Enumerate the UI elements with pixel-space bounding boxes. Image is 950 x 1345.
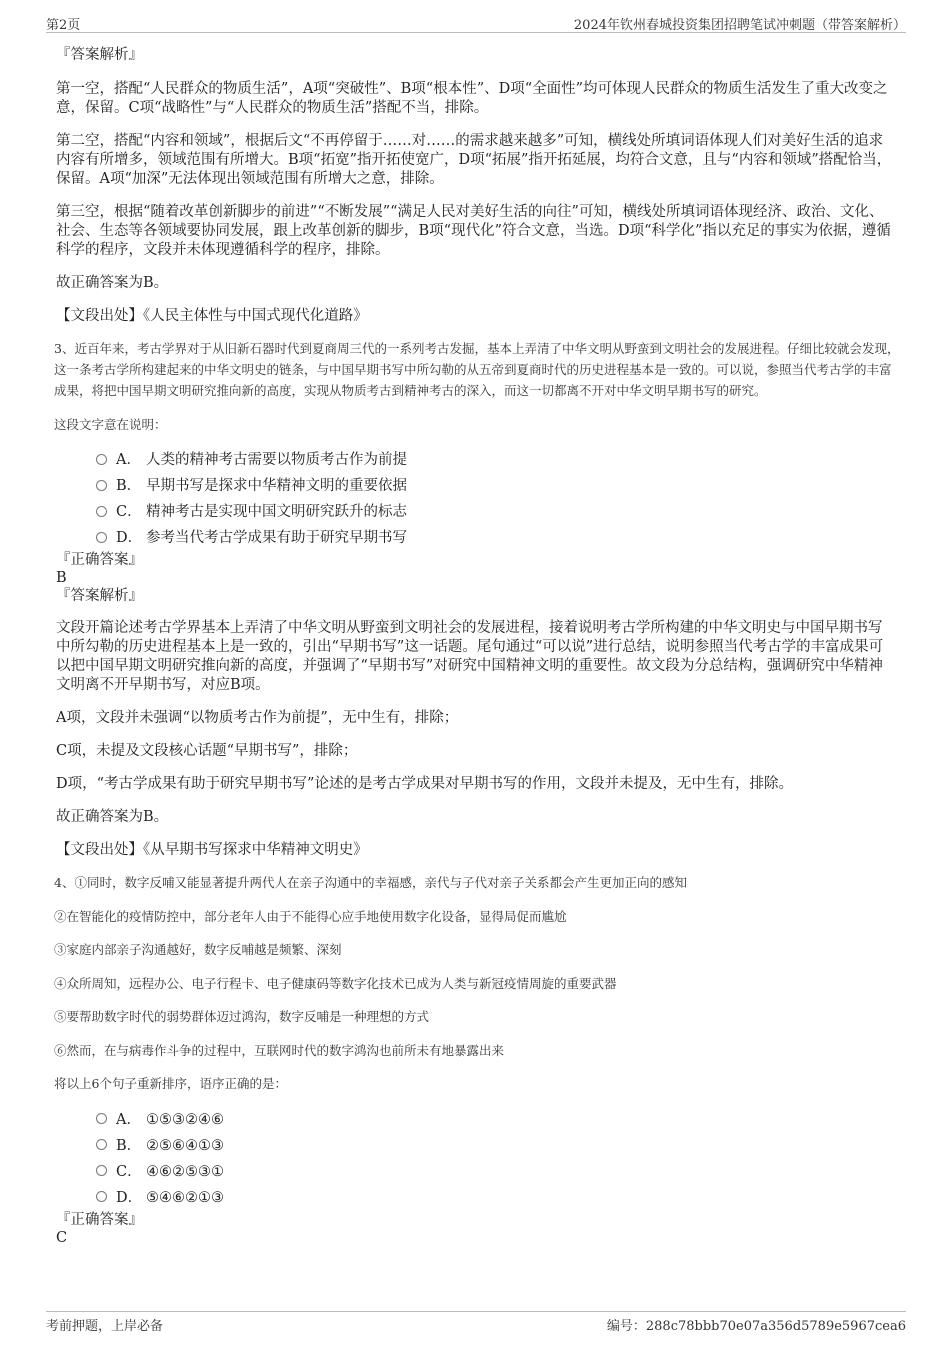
analysis-paragraph: D项，“考古学成果有助于研究早期书写”论述的是考古学成果对早期书写的作用，文段并未提及，无中生有，排除。 <box>56 776 793 792</box>
option-d[interactable]: D． ⑤④⑥②①③ <box>96 1185 906 1211</box>
options-list <box>96 447 906 551</box>
analysis-paragraph: 第三空，根据“随着改革创新脚步的前进”“不断发展”“满足人民对美好生活的向往”可知，横线处所填词语体现经济、政治、文化、社会、生态等各领域要协同发展，跟上改革创新的脚步，B项“现代化”符合文意，当选。D项“科学化”指以充足的事实为依据，遵循科学的程序，文段并未体现遵循科学的程序，排除。 <box>56 204 891 258</box>
document-title: 2024年钦州春城投资集团招聘笔试冲刺题（带答案解析） <box>573 18 906 33</box>
sentence-item: ④众所周知，远程办公、电子行程卡、电子健康码等数字化技术已成为人类与新冠疫情周旋的重要武器 <box>54 975 617 991</box>
radio-icon[interactable] <box>96 1139 107 1150</box>
sentence-item: ②在智能化的疫情防控中，部分老年人由于不能得心应手地使用数字化设备，显得局促而尴尬 <box>54 908 567 924</box>
question-prompt: 这段文字意在说明： <box>54 416 167 432</box>
document-body <box>46 40 906 1247</box>
question-stem: 3、近百年来，考古学界对于从旧新石器时代到夏商周三代的一系列考古发掘，基本上弄清了中华文明从野蛮到文明社会的发展进程。仔细比较就会发现，这一条考古学所构建起来的中华文明史的链条，与中国早期书写中所勾勒的从五帝到夏商时代的历史进程基本是一致的。可以说，参照当代考古学的丰富成果，将把中国早期文明研究推向新的高度，实现从物质考古到精神考古的深入，而这一切都离不开对中华文明早期书写的研究。 <box>54 341 900 398</box>
answer-value: B <box>56 570 67 586</box>
conclusion: 故正确答案为B。 <box>56 809 169 825</box>
analysis-paragraph: C项，未提及文段核心话题“早期书写”，排除； <box>56 743 358 759</box>
source-citation: 【文段出处】《从早期书写探求中华精神文明史》 <box>56 842 368 858</box>
option-a[interactable]: A． 人类的精神考古需要以物质考古作为前提 <box>96 447 906 473</box>
footer-slogan: 考前押题，上岸必备 <box>46 1319 164 1334</box>
analysis-paragraph: 第一空，搭配“人民群众的物质生活”，A项“突破性”、B项“根本性”、D项“全面性”均可体现人民群众的物质生活发生了重大改变之意，保留。C项“战略性”与“人民群众的物质生活”搭配不当，排除。 <box>56 81 888 116</box>
sentence-item: ③家庭内部亲子沟通越好，数字反哺越是频繁、深刻 <box>54 942 342 957</box>
option-b[interactable]: B． 早期书写是探求中华精神文明的重要依据 <box>96 473 906 499</box>
radio-icon[interactable] <box>96 480 107 491</box>
answer-heading: 『正确答案』 <box>56 1211 143 1228</box>
radio-icon[interactable] <box>96 1165 107 1176</box>
conclusion: 故正确答案为B。 <box>56 275 169 291</box>
option-d[interactable]: D． 参考当代考古学成果有助于研究早期书写 <box>96 525 906 551</box>
radio-icon[interactable] <box>96 506 107 517</box>
analysis-paragraph: A项，文段并未强调“以物质考古作为前提”，无中生有，排除； <box>56 710 459 726</box>
option-c[interactable]: C． 精神考古是实现中国文明研究跃升的标志 <box>96 499 906 525</box>
option-b[interactable]: B． ②⑤⑥④①③ <box>96 1133 906 1159</box>
answer-value: C <box>56 1229 68 1246</box>
page-header <box>46 12 906 33</box>
analysis-heading: 『答案解析』 <box>56 47 143 63</box>
document-id: 编号：288c78bbb70e07a356d5789e5967cea6 <box>606 1319 906 1334</box>
radio-icon[interactable] <box>96 454 107 465</box>
analysis-paragraph: 文段开篇论述考古学界基本上弄清了中华文明从野蛮到文明社会的发展进程，接着说明考古学所构建的中华文明史与中国早期书写中所勾勒的历史进程基本上是一致的，引出“早期书写”这一话题。尾句通过“可以说”进行总结，说明参照当代考古学的丰富成果可以把中国早期文明研究推向新的高度，并强调了“早期书写”对研究中国精神文明的重要性。故文段为分总结构，强调研究中华精神文明离不开早期书写，对应B项。 <box>56 620 884 693</box>
answer-heading: 『正确答案』 <box>56 552 143 568</box>
radio-icon[interactable] <box>96 1113 107 1124</box>
radio-icon[interactable] <box>96 1191 107 1202</box>
analysis-paragraph: 第二空，搭配“内容和领域”，根据后文“不再停留于……对……的需求越来越多”可知，横线处所填词语体现人们对美好生活的追求内容有所增多，领域范围有所增大。B项“拓宽”指开拓使宽广，D项“拓展”指开拓延展，均符合文意，且与“内容和领域”搭配恰当，保留。A项“加深”无法体现出领域范围有所增大之意，排除。 <box>56 133 892 187</box>
sentence-item: ⑥然而，在与病毒作斗争的过程中，互联网时代的数字鸿沟也前所未有地暴露出来 <box>54 1042 505 1058</box>
option-a[interactable]: A． ①⑤③②④⑥ <box>96 1107 906 1133</box>
radio-icon[interactable] <box>96 532 107 543</box>
analysis-heading: 『答案解析』 <box>56 588 143 604</box>
page-footer <box>46 1311 906 1334</box>
sentence-item: 4、①同时，数字反哺又能显著提升两代人在亲子沟通中的幸福感，亲代与子代对亲子关系都会产生更加正向的感知 <box>54 875 687 890</box>
option-c[interactable]: C． ④⑥②⑤③① <box>96 1159 906 1185</box>
page-number: 第2页 <box>46 18 81 33</box>
sentence-item: ⑤要帮助数字时代的弱势群体迈过鸿沟，数字反哺是一种理想的方式 <box>54 1009 430 1024</box>
source-citation: 【文段出处】《人民主体性与中国式现代化道路》 <box>56 308 368 324</box>
question-prompt: 将以上6个句子重新排序，语序正确的是： <box>54 1076 287 1091</box>
options-list <box>96 1107 906 1211</box>
